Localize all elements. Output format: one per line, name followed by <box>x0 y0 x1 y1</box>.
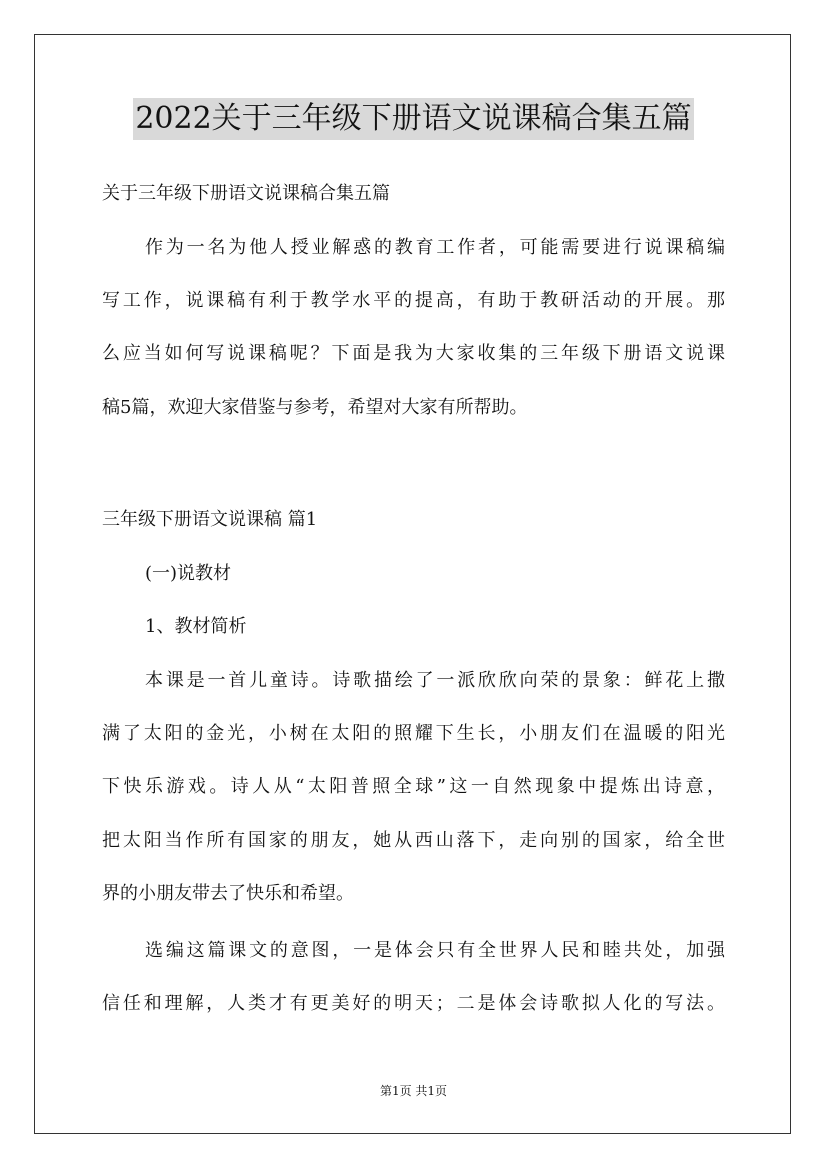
paragraph-line: 满了太阳的金光，小树在太阳的照耀下生长，小朋友们在温暖的阳光 <box>102 723 725 744</box>
sub-heading: (一)说教材 <box>145 563 232 584</box>
paragraph-line: 界的小朋友带去了快乐和希望。 <box>102 883 354 904</box>
intro-line: 么应当如何写说课稿呢？下面是我为大家收集的三年级下册语文说课 <box>102 343 725 364</box>
title-container <box>0 98 827 140</box>
paragraph-line: 选编这篇课文的意图，一是体会只有全世界人民和睦共处，加强 <box>145 940 725 961</box>
paragraph-line: 下快乐游戏。诗人从“太阳普照全球”这一自然现象中提炼出诗意， <box>102 776 725 797</box>
document-subtitle: 关于三年级下册语文说课稿合集五篇 <box>102 183 390 204</box>
intro-line: 作为一名为他人授业解惑的教育工作者，可能需要进行说课稿编 <box>145 237 725 258</box>
paragraph-line: 信任和理解，人类才有更美好的明天；二是体会诗歌拟人化的写法。 <box>102 993 725 1014</box>
paragraph-line: 本课是一首儿童诗。诗歌描绘了一派欣欣向荣的景象：鲜花上撒 <box>145 670 725 691</box>
paragraph-line: 把太阳当作所有国家的朋友，她从西山落下，走向别的国家，给全世 <box>102 830 725 851</box>
sub-heading: 1、教材简析 <box>145 616 247 637</box>
intro-line: 写工作，说课稿有利于教学水平的提高，有助于教研活动的开展。那 <box>102 290 725 311</box>
page-footer: 第1页 共1页 <box>379 1084 448 1098</box>
intro-line: 稿5篇，欢迎大家借鉴与参考，希望对大家有所帮助。 <box>102 397 528 418</box>
section-heading: 三年级下册语文说课稿 篇1 <box>102 509 318 530</box>
document-title: 2022关于三年级下册语文说课稿合集五篇 <box>133 98 693 140</box>
